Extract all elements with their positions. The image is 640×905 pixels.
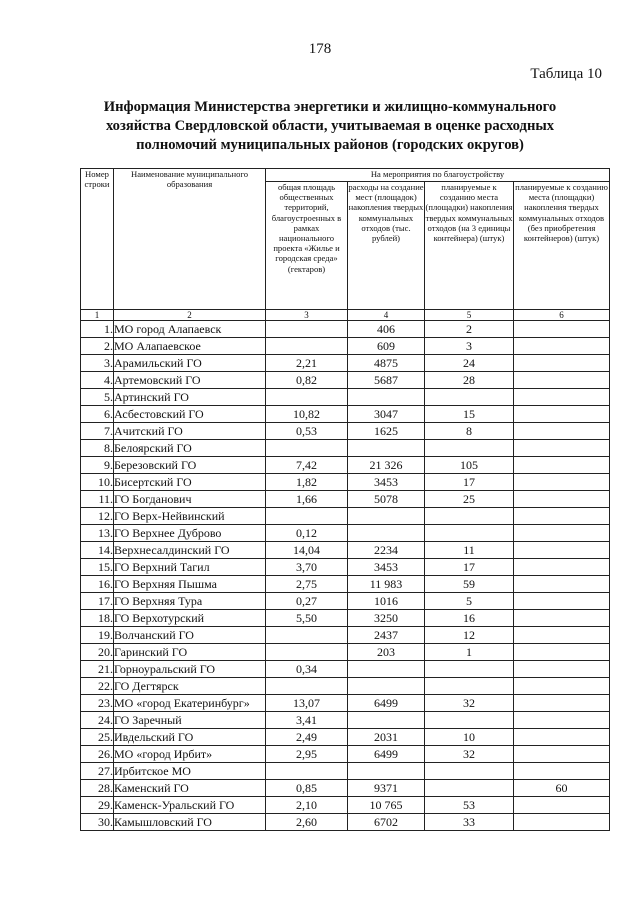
planned-sites-no-containers <box>514 474 610 491</box>
planned-sites <box>425 525 514 542</box>
table-label: Таблица 10 <box>530 66 602 82</box>
expenses-value <box>348 525 425 542</box>
expenses-value <box>348 440 425 457</box>
row-number: 7. <box>81 423 114 440</box>
planned-sites-no-containers <box>514 355 610 372</box>
municipality-name: Ивдельский ГО <box>114 729 266 746</box>
territory-area: 1,82 <box>266 474 348 491</box>
planned-sites: 11 <box>425 542 514 559</box>
table-row <box>81 355 610 372</box>
expenses-value: 1016 <box>348 593 425 610</box>
table-row <box>81 644 610 661</box>
planned-sites-no-containers <box>514 712 610 729</box>
planned-sites: 53 <box>425 797 514 814</box>
expenses-value: 11 983 <box>348 576 425 593</box>
table-row <box>81 610 610 627</box>
expenses-value: 9371 <box>348 780 425 797</box>
column-number: 2 <box>114 310 266 321</box>
territory-area <box>266 389 348 406</box>
row-number: 24. <box>81 712 114 729</box>
planned-sites: 32 <box>425 746 514 763</box>
table-row <box>81 746 610 763</box>
territory-area <box>266 321 348 338</box>
planned-sites-no-containers <box>514 627 610 644</box>
territory-area <box>266 644 348 661</box>
planned-sites <box>425 508 514 525</box>
municipality-name: Артинский ГО <box>114 389 266 406</box>
planned-sites-no-containers <box>514 406 610 423</box>
expenses-value: 406 <box>348 321 425 338</box>
municipality-name: ГО Заречный <box>114 712 266 729</box>
header-col4: расходы на создание мест (площадок) накопления твердых коммунальных отходов (тыс. рублей) <box>348 182 425 310</box>
planned-sites: 17 <box>425 474 514 491</box>
planned-sites: 59 <box>425 576 514 593</box>
planned-sites <box>425 678 514 695</box>
municipality-name: Каменский ГО <box>114 780 266 797</box>
territory-area: 0,85 <box>266 780 348 797</box>
expenses-value <box>348 763 425 780</box>
territory-area: 2,75 <box>266 576 348 593</box>
planned-sites-no-containers <box>514 593 610 610</box>
municipality-name: Верхнесалдинский ГО <box>114 542 266 559</box>
expenses-value: 3453 <box>348 474 425 491</box>
planned-sites-no-containers <box>514 746 610 763</box>
header-col3: общая площадь общественных территорий, благоустроенных в рамках национального проекта «Жилье и городская среда» (гектаров) <box>266 182 348 310</box>
row-number: 8. <box>81 440 114 457</box>
municipality-name: Ирбитское МО <box>114 763 266 780</box>
table-row <box>81 576 610 593</box>
municipality-name: ГО Верхотурский <box>114 610 266 627</box>
row-number: 2. <box>81 338 114 355</box>
table-row <box>81 593 610 610</box>
territory-area <box>266 338 348 355</box>
row-number: 6. <box>81 406 114 423</box>
expenses-value: 6702 <box>348 814 425 831</box>
planned-sites-no-containers <box>514 389 610 406</box>
column-number: 1 <box>81 310 114 321</box>
planned-sites: 25 <box>425 491 514 508</box>
table-row <box>81 661 610 678</box>
table-row <box>81 729 610 746</box>
expenses-value: 609 <box>348 338 425 355</box>
page-number: 178 <box>308 41 332 57</box>
table-row <box>81 695 610 712</box>
municipality-name: Асбестовский ГО <box>114 406 266 423</box>
territory-area: 13,07 <box>266 695 348 712</box>
municipality-name: ГО Дегтярск <box>114 678 266 695</box>
expenses-value: 2031 <box>348 729 425 746</box>
planned-sites: 2 <box>425 321 514 338</box>
table-row <box>81 559 610 576</box>
row-number: 15. <box>81 559 114 576</box>
municipality-name: МО город Алапаевск <box>114 321 266 338</box>
row-number: 1. <box>81 321 114 338</box>
expenses-value: 10 765 <box>348 797 425 814</box>
planned-sites-no-containers <box>514 763 610 780</box>
row-number: 29. <box>81 797 114 814</box>
row-number: 28. <box>81 780 114 797</box>
column-number: 3 <box>266 310 348 321</box>
planned-sites-no-containers <box>514 576 610 593</box>
municipality-name: Белоярский ГО <box>114 440 266 457</box>
row-number: 18. <box>81 610 114 627</box>
planned-sites <box>425 661 514 678</box>
planned-sites-no-containers <box>514 525 610 542</box>
column-number: 4 <box>348 310 425 321</box>
planned-sites: 105 <box>425 457 514 474</box>
municipality-name: Артемовский ГО <box>114 372 266 389</box>
expenses-value: 4875 <box>348 355 425 372</box>
territory-area: 2,10 <box>266 797 348 814</box>
municipality-name: ГО Верхняя Пышма <box>114 576 266 593</box>
territory-area: 3,41 <box>266 712 348 729</box>
planned-sites <box>425 763 514 780</box>
expenses-value: 203 <box>348 644 425 661</box>
territory-area <box>266 678 348 695</box>
municipality-name: ГО Верхнее Дуброво <box>114 525 266 542</box>
expenses-value <box>348 712 425 729</box>
expenses-value: 1625 <box>348 423 425 440</box>
municipality-name: ГО Богданович <box>114 491 266 508</box>
territory-area: 0,82 <box>266 372 348 389</box>
planned-sites-no-containers <box>514 321 610 338</box>
row-number: 11. <box>81 491 114 508</box>
row-number: 16. <box>81 576 114 593</box>
municipality-name: МО «город Ирбит» <box>114 746 266 763</box>
planned-sites <box>425 780 514 797</box>
planned-sites-no-containers <box>514 542 610 559</box>
table-row <box>81 508 610 525</box>
table-row <box>81 814 610 831</box>
table-row <box>81 491 610 508</box>
document-title: Информация Министерства энергетики и жилищно-коммунального хозяйства Свердловской области, учитываемая в оценке расходных полномочий муниципальных районов (городских округов) <box>103 99 557 153</box>
table-row <box>81 678 610 695</box>
planned-sites: 24 <box>425 355 514 372</box>
territory-area: 10,82 <box>266 406 348 423</box>
table-row <box>81 780 610 797</box>
municipality-name: Бисертский ГО <box>114 474 266 491</box>
row-number: 20. <box>81 644 114 661</box>
planned-sites <box>425 389 514 406</box>
territory-area: 7,42 <box>266 457 348 474</box>
table-row <box>81 474 610 491</box>
header-col5: планируемые к созданию места (площадки) накопления твердых коммунальных отходов (на 3 единицы контейнера) (штук) <box>425 182 514 310</box>
planned-sites: 10 <box>425 729 514 746</box>
municipality-name: Каменск-Уральский ГО <box>114 797 266 814</box>
table-row <box>81 423 610 440</box>
row-number: 27. <box>81 763 114 780</box>
table-row <box>81 712 610 729</box>
planned-sites: 17 <box>425 559 514 576</box>
header-name: Наименование муниципального образования <box>114 169 266 310</box>
table-row <box>81 372 610 389</box>
territory-area: 2,49 <box>266 729 348 746</box>
territory-area: 0,27 <box>266 593 348 610</box>
planned-sites <box>425 440 514 457</box>
planned-sites-no-containers <box>514 797 610 814</box>
territory-area: 5,50 <box>266 610 348 627</box>
data-table <box>80 168 610 831</box>
table-row <box>81 797 610 814</box>
expenses-value <box>348 661 425 678</box>
planned-sites: 8 <box>425 423 514 440</box>
planned-sites: 1 <box>425 644 514 661</box>
planned-sites-no-containers <box>514 338 610 355</box>
expenses-value <box>348 389 425 406</box>
row-number: 12. <box>81 508 114 525</box>
header-row-number: Номер строки <box>81 169 114 310</box>
municipality-name: МО «город Екатеринбург» <box>114 695 266 712</box>
row-number: 25. <box>81 729 114 746</box>
row-number: 9. <box>81 457 114 474</box>
row-number: 26. <box>81 746 114 763</box>
municipality-name: Камышловский ГО <box>114 814 266 831</box>
municipality-name: ГО Верхняя Тура <box>114 593 266 610</box>
table-row <box>81 627 610 644</box>
planned-sites-no-containers <box>514 372 610 389</box>
planned-sites: 3 <box>425 338 514 355</box>
municipality-name: Березовский ГО <box>114 457 266 474</box>
planned-sites-no-containers <box>514 491 610 508</box>
municipality-name: Волчанский ГО <box>114 627 266 644</box>
municipality-name: ГО Верхний Тагил <box>114 559 266 576</box>
territory-area: 2,95 <box>266 746 348 763</box>
planned-sites-no-containers <box>514 644 610 661</box>
territory-area <box>266 627 348 644</box>
expenses-value: 3047 <box>348 406 425 423</box>
row-number: 3. <box>81 355 114 372</box>
table-row <box>81 338 610 355</box>
column-number: 6 <box>514 310 610 321</box>
planned-sites <box>425 712 514 729</box>
row-number: 17. <box>81 593 114 610</box>
header-col6: планируемые к созданию места (площадки) накопления твердых коммунальных отходов (без приобретения контейнеров) (штук) <box>514 182 610 310</box>
planned-sites-no-containers <box>514 423 610 440</box>
expenses-value: 6499 <box>348 746 425 763</box>
expenses-value: 3250 <box>348 610 425 627</box>
planned-sites-no-containers <box>514 695 610 712</box>
territory-area: 0,53 <box>266 423 348 440</box>
municipality-name: Гаринский ГО <box>114 644 266 661</box>
planned-sites-no-containers <box>514 457 610 474</box>
column-numbers-row <box>81 310 610 321</box>
planned-sites-no-containers: 60 <box>514 780 610 797</box>
table-row <box>81 457 610 474</box>
row-number: 4. <box>81 372 114 389</box>
expenses-value: 5078 <box>348 491 425 508</box>
table-row <box>81 321 610 338</box>
territory-area <box>266 440 348 457</box>
planned-sites-no-containers <box>514 814 610 831</box>
expenses-value: 5687 <box>348 372 425 389</box>
planned-sites-no-containers <box>514 440 610 457</box>
row-number: 21. <box>81 661 114 678</box>
planned-sites-no-containers <box>514 610 610 627</box>
expenses-value <box>348 678 425 695</box>
territory-area: 0,12 <box>266 525 348 542</box>
table-row <box>81 389 610 406</box>
expenses-value: 2234 <box>348 542 425 559</box>
planned-sites: 15 <box>425 406 514 423</box>
table-row <box>81 542 610 559</box>
planned-sites: 32 <box>425 695 514 712</box>
table-row <box>81 440 610 457</box>
table-row <box>81 406 610 423</box>
table-row <box>81 525 610 542</box>
expenses-value <box>348 508 425 525</box>
row-number: 5. <box>81 389 114 406</box>
territory-area: 14,04 <box>266 542 348 559</box>
municipality-name: Ачитский ГО <box>114 423 266 440</box>
planned-sites: 12 <box>425 627 514 644</box>
planned-sites: 16 <box>425 610 514 627</box>
municipality-name: МО Алапаевское <box>114 338 266 355</box>
municipality-name: Арамильский ГО <box>114 355 266 372</box>
planned-sites-no-containers <box>514 559 610 576</box>
row-number: 10. <box>81 474 114 491</box>
territory-area: 0,34 <box>266 661 348 678</box>
row-number: 22. <box>81 678 114 695</box>
row-number: 30. <box>81 814 114 831</box>
municipality-name: ГО Верх-Нейвинский <box>114 508 266 525</box>
planned-sites: 33 <box>425 814 514 831</box>
header-group: На мероприятия по благоустройству <box>266 169 610 182</box>
territory-area: 3,70 <box>266 559 348 576</box>
row-number: 19. <box>81 627 114 644</box>
column-number: 5 <box>425 310 514 321</box>
territory-area <box>266 508 348 525</box>
row-number: 23. <box>81 695 114 712</box>
territory-area <box>266 763 348 780</box>
planned-sites-no-containers <box>514 508 610 525</box>
planned-sites: 28 <box>425 372 514 389</box>
expenses-value: 6499 <box>348 695 425 712</box>
planned-sites-no-containers <box>514 729 610 746</box>
territory-area: 2,21 <box>266 355 348 372</box>
planned-sites: 5 <box>425 593 514 610</box>
table-row <box>81 763 610 780</box>
territory-area: 2,60 <box>266 814 348 831</box>
row-number: 13. <box>81 525 114 542</box>
expenses-value: 21 326 <box>348 457 425 474</box>
expenses-value: 3453 <box>348 559 425 576</box>
planned-sites-no-containers <box>514 678 610 695</box>
row-number: 14. <box>81 542 114 559</box>
expenses-value: 2437 <box>348 627 425 644</box>
territory-area: 1,66 <box>266 491 348 508</box>
planned-sites-no-containers <box>514 661 610 678</box>
municipality-name: Горноуральский ГО <box>114 661 266 678</box>
